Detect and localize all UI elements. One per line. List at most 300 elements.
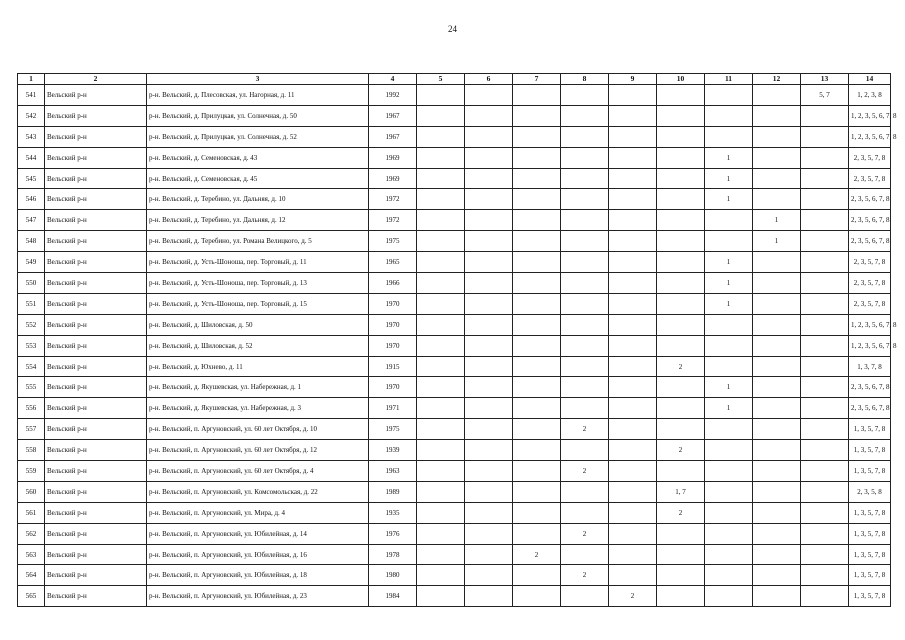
column-12-cell — [753, 314, 801, 335]
column-10-cell — [657, 565, 705, 586]
column-13-cell — [801, 565, 849, 586]
column-7-cell — [513, 335, 561, 356]
column-6-cell — [465, 168, 513, 189]
column-10-cell: 2 — [657, 440, 705, 461]
district-cell: Вельский р-н — [45, 335, 147, 356]
column-header: 5 — [417, 74, 465, 85]
table-row — [18, 126, 891, 147]
column-13-cell — [801, 523, 849, 544]
codes-cell: 2, 3, 5, 8 — [849, 481, 891, 502]
row-number-cell: 542 — [18, 105, 45, 126]
year-cell: 1978 — [369, 544, 417, 565]
codes-cell: 1, 3, 5, 7, 8 — [849, 419, 891, 440]
column-8-cell — [561, 105, 609, 126]
column-10-cell: 1, 7 — [657, 481, 705, 502]
codes-cell: 1, 3, 5, 7, 8 — [849, 565, 891, 586]
address-cell: р-н. Вельский, д. Семеновская, д. 43 — [147, 147, 369, 168]
year-cell: 1980 — [369, 565, 417, 586]
column-7-cell — [513, 523, 561, 544]
table-row — [18, 189, 891, 210]
column-6-cell — [465, 314, 513, 335]
column-6-cell — [465, 335, 513, 356]
district-cell: Вельский р-н — [45, 189, 147, 210]
column-7-cell — [513, 147, 561, 168]
table-row — [18, 335, 891, 356]
column-6-cell — [465, 85, 513, 106]
column-header: 12 — [753, 74, 801, 85]
column-13-cell — [801, 461, 849, 482]
address-cell: р-н. Вельский, д. Прилуцкая, ул. Солнечная, д. 52 — [147, 126, 369, 147]
year-cell: 1975 — [369, 419, 417, 440]
row-number-cell: 544 — [18, 147, 45, 168]
column-header: 9 — [609, 74, 657, 85]
year-cell: 1971 — [369, 398, 417, 419]
column-9-cell — [609, 189, 657, 210]
column-10-cell — [657, 293, 705, 314]
column-13-cell — [801, 105, 849, 126]
column-6-cell — [465, 481, 513, 502]
column-7-cell — [513, 126, 561, 147]
column-13-cell — [801, 231, 849, 252]
column-13-cell — [801, 314, 849, 335]
column-11-cell — [705, 586, 753, 607]
row-number-cell: 553 — [18, 335, 45, 356]
column-8-cell — [561, 544, 609, 565]
column-10-cell — [657, 85, 705, 106]
column-13-cell — [801, 356, 849, 377]
column-header: 4 — [369, 74, 417, 85]
column-11-cell — [705, 356, 753, 377]
column-5-cell — [417, 335, 465, 356]
column-5-cell — [417, 419, 465, 440]
row-number-cell: 565 — [18, 586, 45, 607]
address-cell: р-н. Вельский, п. Аргуновский, ул. Юбилейная, д. 16 — [147, 544, 369, 565]
column-7-cell — [513, 189, 561, 210]
column-10-cell — [657, 105, 705, 126]
table-row — [18, 231, 891, 252]
district-cell: Вельский р-н — [45, 168, 147, 189]
column-10-cell — [657, 189, 705, 210]
column-6-cell — [465, 293, 513, 314]
column-6-cell — [465, 440, 513, 461]
column-13-cell — [801, 544, 849, 565]
year-cell: 1975 — [369, 231, 417, 252]
table-row — [18, 544, 891, 565]
column-7-cell — [513, 586, 561, 607]
column-11-cell — [705, 440, 753, 461]
table-row — [18, 210, 891, 231]
column-9-cell — [609, 335, 657, 356]
column-12-cell — [753, 565, 801, 586]
year-cell: 1970 — [369, 293, 417, 314]
column-6-cell — [465, 502, 513, 523]
column-11-cell — [705, 565, 753, 586]
column-9-cell — [609, 85, 657, 106]
column-7-cell — [513, 419, 561, 440]
column-5-cell — [417, 273, 465, 294]
district-cell: Вельский р-н — [45, 105, 147, 126]
address-cell: р-н. Вельский, д. Юхнево, д. 11 — [147, 356, 369, 377]
district-cell: Вельский р-н — [45, 544, 147, 565]
column-5-cell — [417, 231, 465, 252]
column-5-cell — [417, 168, 465, 189]
column-9-cell — [609, 314, 657, 335]
year-cell: 1972 — [369, 210, 417, 231]
column-12-cell — [753, 168, 801, 189]
column-12-cell: 1 — [753, 210, 801, 231]
column-header: 1 — [18, 74, 45, 85]
address-cell: р-н. Вельский, п. Аргуновский, ул. Мира, д. 4 — [147, 502, 369, 523]
column-13-cell — [801, 252, 849, 273]
column-6-cell — [465, 126, 513, 147]
column-11-cell: 1 — [705, 377, 753, 398]
codes-cell: 2, 3, 5, 7, 8 — [849, 168, 891, 189]
district-cell: Вельский р-н — [45, 147, 147, 168]
row-number-cell: 562 — [18, 523, 45, 544]
column-5-cell — [417, 356, 465, 377]
column-12-cell — [753, 189, 801, 210]
address-cell: р-н. Вельский, п. Аргуновский, ул. Юбилейная, д. 14 — [147, 523, 369, 544]
column-13-cell — [801, 440, 849, 461]
row-number-cell: 563 — [18, 544, 45, 565]
column-7-cell — [513, 168, 561, 189]
codes-cell: 1, 3, 5, 7, 8 — [849, 544, 891, 565]
column-5-cell — [417, 252, 465, 273]
column-9-cell — [609, 377, 657, 398]
column-11-cell — [705, 231, 753, 252]
column-header: 10 — [657, 74, 705, 85]
year-cell: 1965 — [369, 252, 417, 273]
column-header: 7 — [513, 74, 561, 85]
table-row — [18, 377, 891, 398]
column-11-cell — [705, 335, 753, 356]
column-6-cell — [465, 398, 513, 419]
column-8-cell — [561, 377, 609, 398]
column-6-cell — [465, 586, 513, 607]
table-row — [18, 502, 891, 523]
column-7-cell — [513, 440, 561, 461]
column-6-cell — [465, 356, 513, 377]
table-row — [18, 293, 891, 314]
column-11-cell — [705, 314, 753, 335]
table-row — [18, 168, 891, 189]
column-9-cell — [609, 231, 657, 252]
column-10-cell — [657, 523, 705, 544]
column-7-cell — [513, 502, 561, 523]
column-9-cell — [609, 356, 657, 377]
codes-cell: 1, 3, 5, 7, 8 — [849, 523, 891, 544]
codes-cell: 2, 3, 5, 6, 7, 8 — [849, 189, 891, 210]
year-cell: 1989 — [369, 481, 417, 502]
column-12-cell — [753, 147, 801, 168]
row-number-cell: 541 — [18, 85, 45, 106]
column-9-cell — [609, 523, 657, 544]
district-cell: Вельский р-н — [45, 398, 147, 419]
column-5-cell — [417, 398, 465, 419]
column-6-cell — [465, 273, 513, 294]
year-cell: 1970 — [369, 377, 417, 398]
column-12-cell — [753, 440, 801, 461]
column-9-cell — [609, 544, 657, 565]
codes-cell: 1, 2, 3, 5, 6, 7, 8 — [849, 335, 891, 356]
column-9-cell — [609, 168, 657, 189]
column-11-cell: 1 — [705, 252, 753, 273]
column-9-cell — [609, 273, 657, 294]
column-12-cell — [753, 481, 801, 502]
codes-cell: 1, 2, 3, 5, 6, 7, 8 — [849, 314, 891, 335]
column-header: 2 — [45, 74, 147, 85]
codes-cell: 2, 3, 5, 7, 8 — [849, 147, 891, 168]
address-cell: р-н. Вельский, п. Аргуновский, ул. 60 лет Октября, д. 12 — [147, 440, 369, 461]
column-10-cell — [657, 586, 705, 607]
column-5-cell — [417, 523, 465, 544]
column-11-cell — [705, 126, 753, 147]
column-8-cell: 2 — [561, 523, 609, 544]
column-5-cell — [417, 461, 465, 482]
column-13-cell — [801, 419, 849, 440]
column-6-cell — [465, 189, 513, 210]
table-row — [18, 314, 891, 335]
column-9-cell — [609, 481, 657, 502]
table-row — [18, 398, 891, 419]
year-cell: 1963 — [369, 461, 417, 482]
address-cell: р-н. Вельский, п. Аргуновский, ул. 60 лет Октября, д. 10 — [147, 419, 369, 440]
column-10-cell — [657, 461, 705, 482]
column-12-cell — [753, 356, 801, 377]
address-cell: р-н. Вельский, д. Якушевская, ул. Набережная, д. 3 — [147, 398, 369, 419]
column-10-cell — [657, 335, 705, 356]
district-cell: Вельский р-н — [45, 377, 147, 398]
year-cell: 1967 — [369, 126, 417, 147]
column-7-cell — [513, 273, 561, 294]
column-header: 11 — [705, 74, 753, 85]
column-8-cell: 2 — [561, 419, 609, 440]
district-cell: Вельский р-н — [45, 419, 147, 440]
column-12-cell — [753, 544, 801, 565]
column-7-cell — [513, 252, 561, 273]
column-5-cell — [417, 440, 465, 461]
column-13-cell — [801, 502, 849, 523]
column-7-cell — [513, 210, 561, 231]
district-cell: Вельский р-н — [45, 210, 147, 231]
column-13-cell — [801, 377, 849, 398]
column-8-cell — [561, 314, 609, 335]
row-number-cell: 548 — [18, 231, 45, 252]
table-row — [18, 252, 891, 273]
column-6-cell — [465, 147, 513, 168]
column-5-cell — [417, 126, 465, 147]
column-10-cell — [657, 231, 705, 252]
address-cell: р-н. Вельский, д. Усть-Шоноша, пер. Торговый, д. 13 — [147, 273, 369, 294]
column-11-cell — [705, 502, 753, 523]
column-12-cell — [753, 461, 801, 482]
column-12-cell — [753, 252, 801, 273]
column-10-cell — [657, 273, 705, 294]
table-row — [18, 105, 891, 126]
column-11-cell — [705, 461, 753, 482]
column-12-cell — [753, 293, 801, 314]
table-row — [18, 481, 891, 502]
column-11-cell — [705, 105, 753, 126]
column-11-cell: 1 — [705, 168, 753, 189]
district-cell: Вельский р-н — [45, 461, 147, 482]
column-header: 6 — [465, 74, 513, 85]
table-body — [18, 85, 897, 607]
column-6-cell — [465, 252, 513, 273]
column-10-cell — [657, 126, 705, 147]
year-cell: 1935 — [369, 502, 417, 523]
column-13-cell: 5, 7 — [801, 85, 849, 106]
column-9-cell — [609, 502, 657, 523]
column-7-cell — [513, 314, 561, 335]
row-number-cell: 559 — [18, 461, 45, 482]
district-cell: Вельский р-н — [45, 481, 147, 502]
column-7-cell — [513, 461, 561, 482]
column-10-cell — [657, 377, 705, 398]
column-10-cell — [657, 252, 705, 273]
column-8-cell — [561, 398, 609, 419]
table-row — [18, 273, 891, 294]
year-cell: 1966 — [369, 273, 417, 294]
row-number-cell: 550 — [18, 273, 45, 294]
column-5-cell — [417, 565, 465, 586]
column-12-cell: 1 — [753, 231, 801, 252]
district-cell: Вельский р-н — [45, 502, 147, 523]
table-header-row — [18, 74, 891, 85]
codes-cell: 1, 3, 5, 7, 8 — [849, 586, 891, 607]
row-number-cell: 558 — [18, 440, 45, 461]
column-6-cell — [465, 377, 513, 398]
column-6-cell — [465, 523, 513, 544]
column-13-cell — [801, 189, 849, 210]
column-5-cell — [417, 293, 465, 314]
address-cell: р-н. Вельский, д. Шиловская, д. 52 — [147, 335, 369, 356]
column-11-cell: 1 — [705, 273, 753, 294]
address-cell: р-н. Вельский, д. Теребино, ул. Романа Велицкого, д. 5 — [147, 231, 369, 252]
column-11-cell: 1 — [705, 293, 753, 314]
column-6-cell — [465, 231, 513, 252]
district-cell: Вельский р-н — [45, 252, 147, 273]
column-11-cell — [705, 544, 753, 565]
column-5-cell — [417, 377, 465, 398]
address-cell: р-н. Вельский, д. Семеновская, д. 45 — [147, 168, 369, 189]
column-8-cell — [561, 147, 609, 168]
column-12-cell — [753, 377, 801, 398]
year-cell: 1970 — [369, 335, 417, 356]
column-8-cell — [561, 440, 609, 461]
district-cell: Вельский р-н — [45, 586, 147, 607]
table-row — [18, 461, 891, 482]
district-cell: Вельский р-н — [45, 126, 147, 147]
year-cell: 1992 — [369, 85, 417, 106]
column-8-cell — [561, 189, 609, 210]
column-7-cell — [513, 398, 561, 419]
column-header: 13 — [801, 74, 849, 85]
table-row — [18, 419, 891, 440]
table-row — [18, 523, 891, 544]
column-9-cell — [609, 440, 657, 461]
column-9-cell: 2 — [609, 586, 657, 607]
column-8-cell — [561, 586, 609, 607]
column-13-cell — [801, 126, 849, 147]
column-8-cell — [561, 85, 609, 106]
address-cell: р-н. Вельский, д. Якушевская, ул. Набережная, д. 1 — [147, 377, 369, 398]
year-cell: 1970 — [369, 314, 417, 335]
column-13-cell — [801, 398, 849, 419]
table-row — [18, 586, 891, 607]
row-number-cell: 546 — [18, 189, 45, 210]
address-cell: р-н. Вельский, п. Аргуновский, ул. Комсомольская, д. 22 — [147, 481, 369, 502]
row-number-cell: 543 — [18, 126, 45, 147]
column-6-cell — [465, 565, 513, 586]
column-11-cell: 1 — [705, 398, 753, 419]
codes-cell: 2, 3, 5, 6, 7, 8 — [849, 231, 891, 252]
year-cell: 1984 — [369, 586, 417, 607]
column-9-cell — [609, 210, 657, 231]
column-6-cell — [465, 210, 513, 231]
address-cell: р-н. Вельский, д. Усть-Шоноша, пер. Торговый, д. 11 — [147, 252, 369, 273]
address-cell: р-н. Вельский, д. Шиловская, д. 50 — [147, 314, 369, 335]
column-9-cell — [609, 105, 657, 126]
column-5-cell — [417, 210, 465, 231]
column-11-cell: 1 — [705, 147, 753, 168]
column-8-cell: 2 — [561, 565, 609, 586]
column-10-cell — [657, 398, 705, 419]
column-13-cell — [801, 586, 849, 607]
table-row — [18, 85, 891, 106]
column-5-cell — [417, 544, 465, 565]
table-row — [18, 356, 891, 377]
address-cell: р-н. Вельский, д. Плесовская, ул. Нагорная, д. 11 — [147, 85, 369, 106]
column-12-cell — [753, 398, 801, 419]
column-7-cell — [513, 377, 561, 398]
column-8-cell — [561, 273, 609, 294]
column-8-cell — [561, 335, 609, 356]
codes-cell: 2, 3, 5, 7, 8 — [849, 252, 891, 273]
codes-cell: 2, 3, 5, 7, 8 — [849, 293, 891, 314]
district-cell: Вельский р-н — [45, 273, 147, 294]
column-12-cell — [753, 85, 801, 106]
column-9-cell — [609, 252, 657, 273]
row-number-cell: 547 — [18, 210, 45, 231]
row-number-cell: 554 — [18, 356, 45, 377]
table-row — [18, 147, 891, 168]
codes-cell: 1, 2, 3, 5, 6, 7, 8 — [849, 105, 891, 126]
table-row — [18, 565, 891, 586]
address-cell: р-н. Вельский, д. Усть-Шоноша, пер. Торговый, д. 15 — [147, 293, 369, 314]
district-cell: Вельский р-н — [45, 356, 147, 377]
row-number-cell: 555 — [18, 377, 45, 398]
column-7-cell: 2 — [513, 544, 561, 565]
district-cell: Вельский р-н — [45, 523, 147, 544]
column-5-cell — [417, 147, 465, 168]
district-cell: Вельский р-н — [45, 440, 147, 461]
column-13-cell — [801, 335, 849, 356]
column-8-cell — [561, 252, 609, 273]
column-9-cell — [609, 293, 657, 314]
column-6-cell — [465, 461, 513, 482]
row-number-cell: 556 — [18, 398, 45, 419]
column-12-cell — [753, 419, 801, 440]
district-cell: Вельский р-н — [45, 85, 147, 106]
column-10-cell — [657, 544, 705, 565]
column-12-cell — [753, 273, 801, 294]
column-9-cell — [609, 419, 657, 440]
row-number-cell: 549 — [18, 252, 45, 273]
district-cell: Вельский р-н — [45, 231, 147, 252]
row-number-cell: 564 — [18, 565, 45, 586]
codes-cell: 1, 3, 7, 8 — [849, 356, 891, 377]
